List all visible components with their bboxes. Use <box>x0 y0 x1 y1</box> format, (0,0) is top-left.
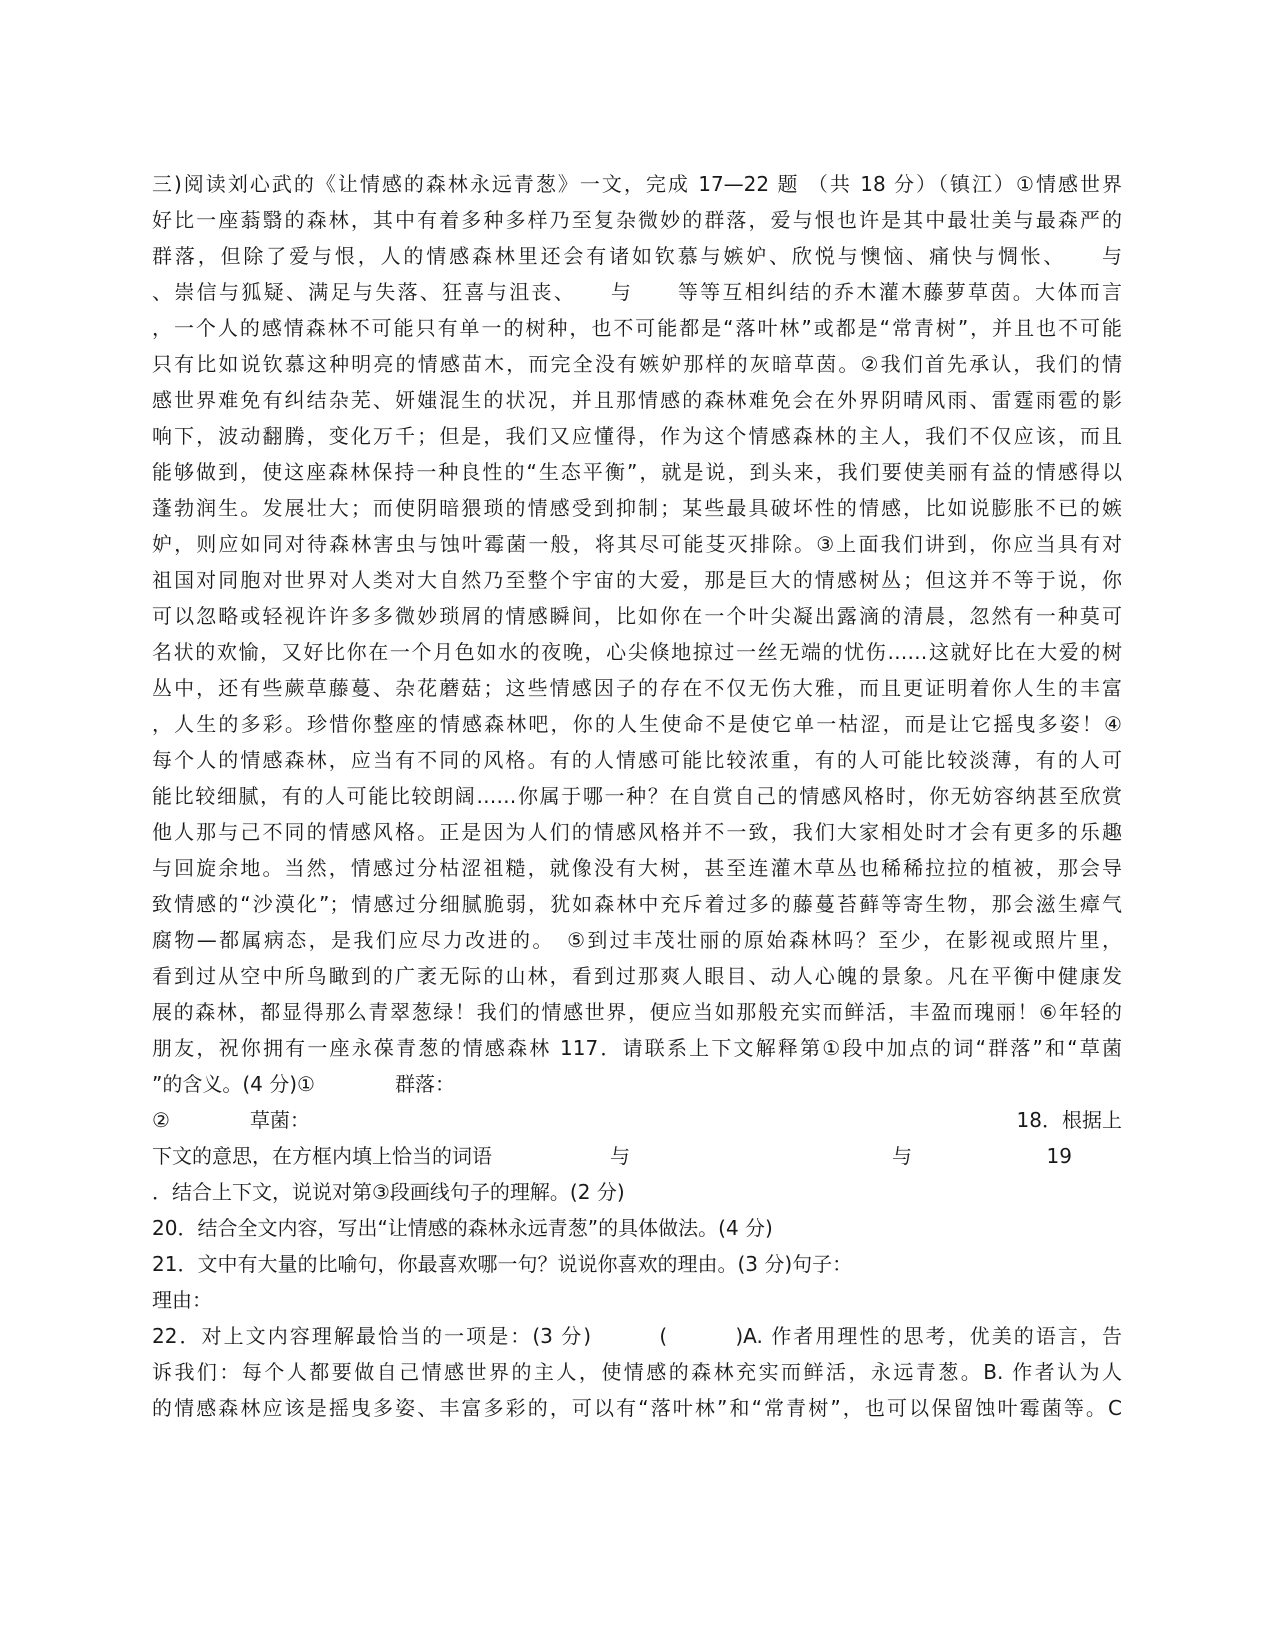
text-line: 腐物—都属病态，是我们应尽力改进的。 ⑤到过丰茂壮丽的原始森林吗？至少，在影视或照片里， <box>152 928 1122 952</box>
question-17-answer-line <box>152 1102 1122 1139</box>
question-22-option-text: 诉我们：每个人都要做自己情感世界的主人，使情感的森林充实而鲜活，永远青葱。B. 作者认为人 <box>152 1360 1122 1384</box>
text-line: ，人生的多彩。珍惜你整座的情感森林吧，你的人生使命不是使它单一枯涩，而是让它摇曳多姿！④ <box>152 712 1122 736</box>
text-line: 每个人的情感森林，应当有不同的风格。有的人情感可能比较浓重，有的人可能比较淡薄，有的人可 <box>152 748 1122 772</box>
question-18-text: 下文的意思，在方框内填上恰当的词语 <box>152 1144 492 1168</box>
text-line: 展的森林，都显得那么青翠葱绿！我们的情感世界，便应当如那般充实而鲜活，丰盈而瑰丽！⑥年轻的 <box>152 1000 1122 1024</box>
text-line: ，一个人的感情森林不可能只有单一的树种，也不可能都是“落叶林”或都是“常青树”，并且也不可能 <box>152 316 1122 340</box>
text-line: 名状的欢愉，又好比你在一个月色如水的夜晚，心尖倏地掠过一丝无端的忧伤……这就好比在大爱的树 <box>152 640 1122 664</box>
text-line: 看到过从空中所鸟瞰到的广袤无际的山林，看到过那爽人眼目、动人心魄的景象。凡在平衡中健康发 <box>152 964 1122 988</box>
text-line: ”的含义。(4 分)① 群落： <box>152 1072 455 1096</box>
text-line: 可以忽略或轻视许许多多微妙琐屑的情感瞬间，比如你在一个叶尖凝出露滴的清晨，忽然有一种莫可 <box>152 604 1122 628</box>
text-line: 朋友，祝你拥有一座永葆青葱的情感森林 117．请联系上下文解释第①段中加点的词“群落”和“草菌 <box>152 1036 1122 1060</box>
text-line: 三)阅读刘心武的《让情感的森林永远青葱》一文，完成 17—22 题 （共 18 分）（镇江）①情感世界 <box>152 172 1122 196</box>
text-line: 群落，但除了爱与恨，人的情感森林里还会有诸如钦慕与嫉妒、欣悦与懊恼、痛快与惆怅、 与 <box>152 244 1122 268</box>
text-line: 丛中，还有些蕨草藤蔓、杂花蘑菇；这些情感因子的存在不仅无伤大雅，而且更证明着你人生的丰富 <box>152 676 1122 700</box>
question-20-text: 20．结合全文内容，写出“让情感的森林永远青葱”的具体做法。(4 分) <box>152 1216 773 1240</box>
question-21-text: 21．文中有大量的比喻句，你最喜欢哪一句？说说你喜欢的理由。(3 分)句子： <box>152 1252 853 1276</box>
question-19-text: ．结合上下文，说说对第③段画线句子的理解。(2 分) <box>152 1180 625 1204</box>
fill-blank-separator: 与 <box>892 1144 912 1168</box>
text-line: 响下，波动翻腾，变化万千；但是，我们又应懂得，作为这个情感森林的主人，我们不仅应该，而且 <box>152 424 1122 448</box>
question-18-fill-line <box>152 1138 1122 1175</box>
question-22-option-text: 的情感森林应该是摇曳多姿、丰富多彩的，可以有“落叶林”和“常青树”，也可以保留蚀叶霉菌等。C <box>152 1396 1122 1420</box>
question-18-start: 18．根据上 <box>1016 1108 1122 1132</box>
text-line: 他人那与己不同的情感风格。正是因为人们的情感风格并不一致，我们大家相处时才会有更多的乐趣 <box>152 820 1122 844</box>
text-line: 致情感的“沙漠化”；情感过分细腻脆弱，犹如森林中充斥着过多的藤蔓苔藓等寄生物，那会滋生瘴气 <box>152 892 1122 916</box>
text-line: 只有比如说钦慕这种明亮的情感苗木，而完全没有嫉妒那样的灰暗草茵。②我们首先承认，我们的情 <box>152 352 1122 376</box>
fill-blank-separator: 与 <box>610 1144 630 1168</box>
text-line: 感世界难免有纠结杂芜、妍媸混生的状况，并且那情感的森林难免会在外界阴晴风雨、雷霆雨雹的影 <box>152 388 1122 412</box>
question-21-reason-label: 理由： <box>152 1288 212 1312</box>
answer-label-caojun: ② 草菌： <box>152 1108 310 1132</box>
text-line: 能比较细腻，有的人可能比较朗阔……你属于哪一种？在自赏自己的情感风格时，你无妨容纳甚至欣赏 <box>152 784 1122 808</box>
question-19-number: 19 <box>1046 1144 1072 1168</box>
text-line: 、崇信与狐疑、满足与失落、狂喜与沮丧、 与 等等互相纠结的乔木灌木藤萝草茵。大体而言 <box>152 280 1122 304</box>
question-22-text: 22．对上文内容理解最恰当的一项是：(3 分) ( )A. 作者用理性的思考，优美的语言，告 <box>152 1324 1122 1348</box>
text-line: 与回旋余地。当然，情感过分枯涩祖糙，就像没有大树，甚至连灌木草丛也稀稀拉拉的植被，那会导 <box>152 856 1122 880</box>
text-line: 祖国对同胞对世界对人类对大自然乃至整个宇宙的大爱，那是巨大的情感树丛；但这并不等于说，你 <box>152 568 1122 592</box>
text-line: 能够做到，使这座森林保持一种良性的“生态平衡”，就是说，到头来，我们要使美丽有益的情感得以 <box>152 460 1122 484</box>
text-line: 蓬勃润生。发展壮大；而使阴暗猥琐的情感受到抑制；某些最具破坏性的情感，比如说膨胀不已的嫉 <box>152 496 1122 520</box>
text-line: 好比一座蓊翳的森林，其中有着多种多样乃至复杂微妙的群落，爱与恨也许是其中最壮美与最森严的 <box>152 208 1122 232</box>
text-line: 妒，则应如同对待森林害虫与蚀叶霉菌一般，将其尽可能芟灭排除。③上面我们讲到，你应当具有对 <box>152 532 1122 556</box>
